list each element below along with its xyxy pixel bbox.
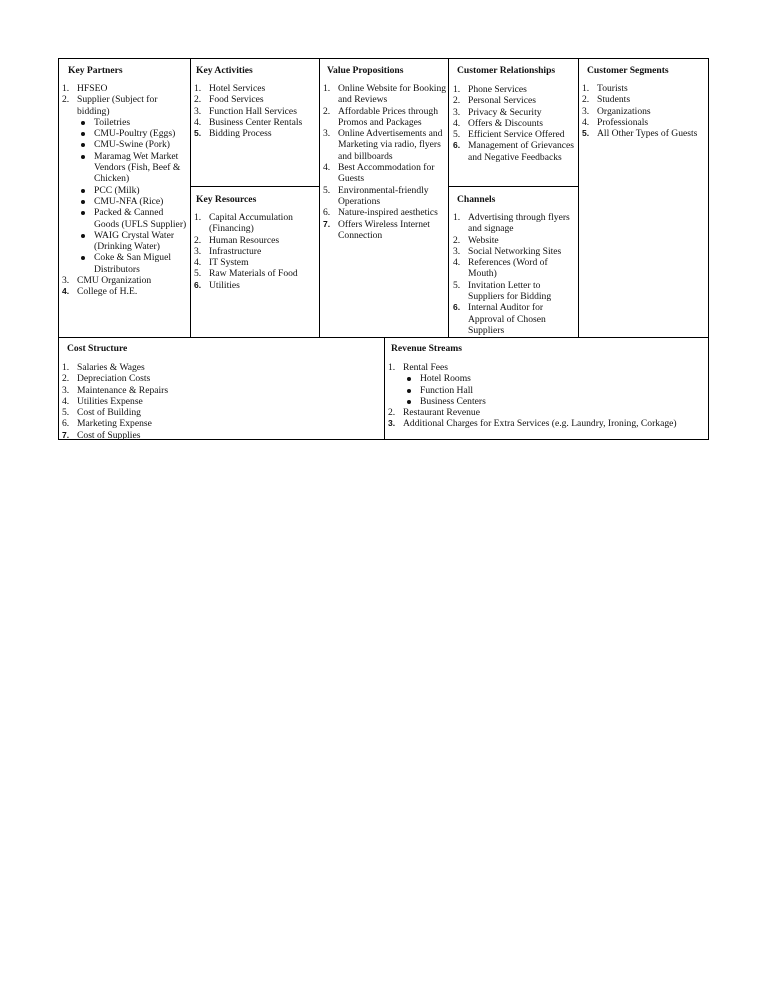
key-activities-list (194, 83, 317, 139)
list-item-number: 3. (62, 384, 70, 396)
list-item (62, 430, 380, 441)
list-item (62, 275, 188, 286)
list-item-number: 1. (453, 84, 461, 95)
channels-section (453, 194, 577, 336)
section-title: Cost Structure (67, 343, 128, 354)
list-item-text: Salaries & Wages (77, 362, 145, 373)
section-title: Key Activities (196, 65, 253, 76)
key-activities-section (194, 65, 317, 139)
list-item (453, 140, 577, 163)
list-item (194, 106, 317, 117)
list-item-number: 4. (453, 257, 461, 269)
list-item-number: 3. (194, 105, 202, 117)
divider (448, 186, 578, 187)
list-item (194, 83, 317, 94)
list-item-text: Online Advertisements and Marketing via radio, flyers and billboards (338, 128, 443, 162)
list-item-text: Restaurant Revenue (403, 407, 480, 419)
list-item-text: Utilities Expense (77, 395, 143, 407)
key-partners-section (62, 65, 188, 298)
list-item-number: 3. (453, 245, 461, 257)
list-item (453, 107, 577, 118)
list-item (323, 185, 447, 208)
list-item-text: Advertising through flyers and signage (468, 212, 570, 235)
list-item-number: 7. (62, 429, 70, 440)
list-item-text: Phone Services (468, 84, 527, 95)
list-item-number: 2. (194, 234, 202, 246)
list-item (194, 94, 317, 105)
list-item-text: Offers & Discounts (468, 117, 543, 129)
list-item-text: Utilities (209, 279, 240, 291)
list-item (62, 286, 188, 297)
list-item (194, 280, 317, 291)
list-item-text: Cost of Building (77, 407, 141, 419)
section-title: Key Partners (68, 65, 123, 76)
list-item-number: 4. (453, 117, 461, 129)
business-model-canvas (58, 58, 709, 440)
list-item-text: Cost of Supplies (77, 429, 141, 441)
bullet-item: PCC (Milk) (77, 185, 188, 196)
customer-segments-list (582, 83, 708, 139)
list-item (323, 219, 447, 242)
list-item (582, 83, 708, 94)
list-item-text: Capital Accumulation (Financing) (209, 212, 293, 235)
list-item-text: IT System (209, 257, 249, 269)
list-item (453, 280, 577, 303)
list-item-text: Online Website for Booking and Reviews (338, 83, 447, 106)
list-item (388, 418, 706, 429)
list-item-text: Website (468, 234, 499, 246)
list-item (62, 373, 380, 384)
list-item-text: Food Services (209, 94, 264, 106)
list-item-text: Function Hall Services (209, 105, 297, 117)
list-item (453, 129, 577, 140)
list-item (194, 212, 317, 235)
section-title: Revenue Streams (391, 343, 462, 354)
list-item-number: 5. (453, 129, 461, 141)
list-item-number: 1. (388, 362, 396, 373)
list-item-number: 3. (582, 105, 590, 117)
list-item (194, 268, 317, 279)
list-item-number: 5. (323, 184, 331, 196)
list-item (62, 407, 380, 418)
list-item (323, 83, 447, 106)
list-item (453, 84, 577, 95)
customer-relationships-list (453, 84, 577, 163)
bullet-item: Maramag Wet Market Vendors (Fish, Beef & Chicken) (77, 151, 188, 185)
bullet-item: CMU-NFA (Rice) (77, 196, 188, 207)
list-item-number: 3. (62, 275, 70, 287)
bullet-item: CMU-Poultry (Eggs) (77, 128, 188, 139)
list-item (453, 118, 577, 129)
list-item-number: 1. (194, 212, 202, 223)
bullet-list (77, 117, 188, 275)
list-item-number: 2. (62, 94, 70, 106)
list-item (323, 162, 447, 185)
list-item-number: 2. (582, 94, 590, 106)
value-propositions-section (323, 65, 447, 241)
list-item-number: 5. (194, 268, 202, 280)
list-item (194, 257, 317, 268)
section-title: Channels (457, 194, 496, 205)
key-partners-list (62, 83, 188, 298)
list-item-text: Depreciation Costs (77, 373, 151, 385)
cost-structure-section (62, 343, 380, 441)
value-propositions-list (323, 83, 447, 241)
key-resources-list (194, 212, 317, 291)
list-item-number: 3. (194, 245, 202, 257)
list-item-number: 4. (582, 116, 590, 128)
list-item-number: 5. (62, 407, 70, 419)
list-item-text: Hotel Services (209, 83, 266, 94)
list-item-text: Marketing Expense (77, 418, 152, 430)
bullet-list (403, 373, 706, 407)
list-item-text: All Other Types of Guests (597, 128, 698, 140)
list-item (194, 235, 317, 246)
list-item (62, 385, 380, 396)
bullet-item: Coke & San Miguel Distributors (77, 252, 188, 275)
bullet-item: Hotel Rooms (403, 373, 706, 384)
list-item-number: 4. (62, 286, 70, 297)
list-item-text: Best Accommodation for Guests (338, 162, 435, 185)
list-item (582, 117, 708, 128)
divider (384, 337, 385, 439)
list-item-text: Invitation Letter to Suppliers for Bidding (468, 279, 552, 303)
list-item (323, 128, 447, 162)
list-item-text: Bidding Process (209, 128, 272, 140)
section-title: Customer Relationships (457, 65, 556, 76)
list-item-text: Raw Materials of Food (209, 268, 298, 280)
list-item-number: 2. (388, 407, 396, 419)
list-item-number: 1. (62, 362, 70, 373)
list-item-text: References (Word of Mouth) (468, 257, 548, 280)
bullet-item: Toiletries (77, 117, 188, 128)
list-item-text: Management of Grievances and Negative Feedbacks (468, 140, 575, 163)
list-item (453, 246, 577, 257)
list-item-number: 4. (323, 162, 331, 174)
list-item-text: CMU Organization (77, 275, 152, 287)
list-item-text: Rental Fees (403, 362, 449, 373)
list-item-number: 5. (453, 279, 461, 291)
section-title: Customer Segments (587, 65, 669, 76)
list-item-text: Internal Auditor for Approval of Chosen Suppliers (468, 302, 546, 336)
list-item (194, 128, 317, 139)
divider (319, 59, 320, 337)
list-item (582, 128, 708, 139)
list-item-number: 3. (388, 418, 396, 429)
list-item-number: 2. (194, 94, 202, 106)
list-item-number: 5. (582, 128, 590, 139)
list-item-number: 1. (323, 83, 331, 94)
bullet-item: WAIG Crystal Water (Drinking Water) (77, 230, 188, 253)
list-item (323, 106, 447, 129)
list-item-number: 4. (62, 395, 70, 407)
list-item-number: 2. (62, 373, 70, 385)
list-item (62, 396, 380, 407)
list-item-text: Professionals (597, 116, 649, 128)
list-item-text: Social Networking Sites (468, 245, 562, 257)
list-item-number: 2. (453, 234, 461, 246)
list-item-number: 6. (323, 207, 331, 219)
list-item-text: Privacy & Security (468, 106, 542, 118)
list-item-text: Nature-inspired aesthetics (338, 207, 438, 219)
list-item (453, 257, 577, 280)
list-item-number: 6. (194, 279, 202, 290)
revenue-streams-section (388, 343, 706, 430)
list-item-text: Affordable Prices through Promos and Packages (338, 105, 438, 128)
list-item (453, 212, 577, 235)
revenue-streams-list (388, 362, 706, 430)
list-item-text: Supplier (Subject for bidding) (77, 94, 158, 117)
list-item-text: College of H.E. (77, 286, 138, 298)
list-item (194, 246, 317, 257)
list-item-text: Maintenance & Repairs (77, 384, 169, 396)
list-item (453, 302, 577, 336)
list-item-number: 7. (323, 218, 331, 229)
list-item (388, 407, 706, 418)
list-item-number: 2. (453, 95, 461, 107)
list-item-text: Personal Services (468, 95, 536, 107)
list-item (388, 362, 706, 407)
list-item-number: 6. (62, 418, 70, 430)
list-item-text: Organizations (597, 105, 651, 117)
list-item (582, 94, 708, 105)
bullet-item: Business Centers (403, 396, 706, 407)
list-item-text: Efficient Service Offered (468, 129, 565, 141)
list-item-number: 4. (194, 257, 202, 269)
list-item-number: 1. (62, 83, 70, 94)
list-item-number: 1. (194, 83, 202, 94)
list-item-text: Business Center Rentals (209, 116, 303, 128)
list-item (453, 95, 577, 106)
list-item-text: Offers Wireless Internet Connection (338, 218, 430, 241)
divider (190, 186, 319, 187)
bullet-item: Packed & Canned Goods (UFLS Supplier) (77, 207, 188, 230)
divider (448, 59, 449, 337)
list-item (62, 83, 188, 94)
list-item-number: 6. (453, 140, 461, 151)
list-item (194, 117, 317, 128)
channels-list (453, 212, 577, 336)
section-title: Value Propositions (327, 65, 404, 76)
list-item-number: 3. (323, 128, 331, 140)
list-item (62, 362, 380, 373)
list-item-text: Human Resources (209, 234, 280, 246)
customer-relationships-section (453, 65, 577, 163)
list-item-text: Environmental-friendly Operations (338, 184, 429, 207)
divider (578, 59, 579, 337)
list-item-number: 1. (582, 83, 590, 94)
list-item-text: Tourists (597, 83, 628, 94)
list-item (62, 94, 188, 275)
list-item-number: 5. (194, 128, 202, 139)
list-item (62, 418, 380, 429)
list-item-number: 6. (453, 302, 461, 313)
list-item-number: 2. (323, 105, 331, 117)
list-item (453, 235, 577, 246)
bullet-item: Function Hall (403, 385, 706, 396)
list-item-number: 1. (453, 212, 461, 223)
list-item-text: HFSEO (77, 83, 108, 94)
cost-structure-list (62, 362, 380, 441)
bullet-item: CMU-Swine (Pork) (77, 139, 188, 150)
list-item (323, 207, 447, 218)
divider (190, 59, 191, 337)
list-item-text: Additional Charges for Extra Services (e.g. Laundry, Ironing, Corkage) (403, 418, 677, 430)
list-item-number: 4. (194, 116, 202, 128)
list-item-number: 3. (453, 106, 461, 118)
list-item-text: Students (597, 94, 631, 106)
key-resources-section (194, 194, 317, 291)
list-item (582, 106, 708, 117)
section-title: Key Resources (196, 194, 257, 205)
customer-segments-section (582, 65, 708, 139)
list-item-text: Infrastructure (209, 245, 262, 257)
